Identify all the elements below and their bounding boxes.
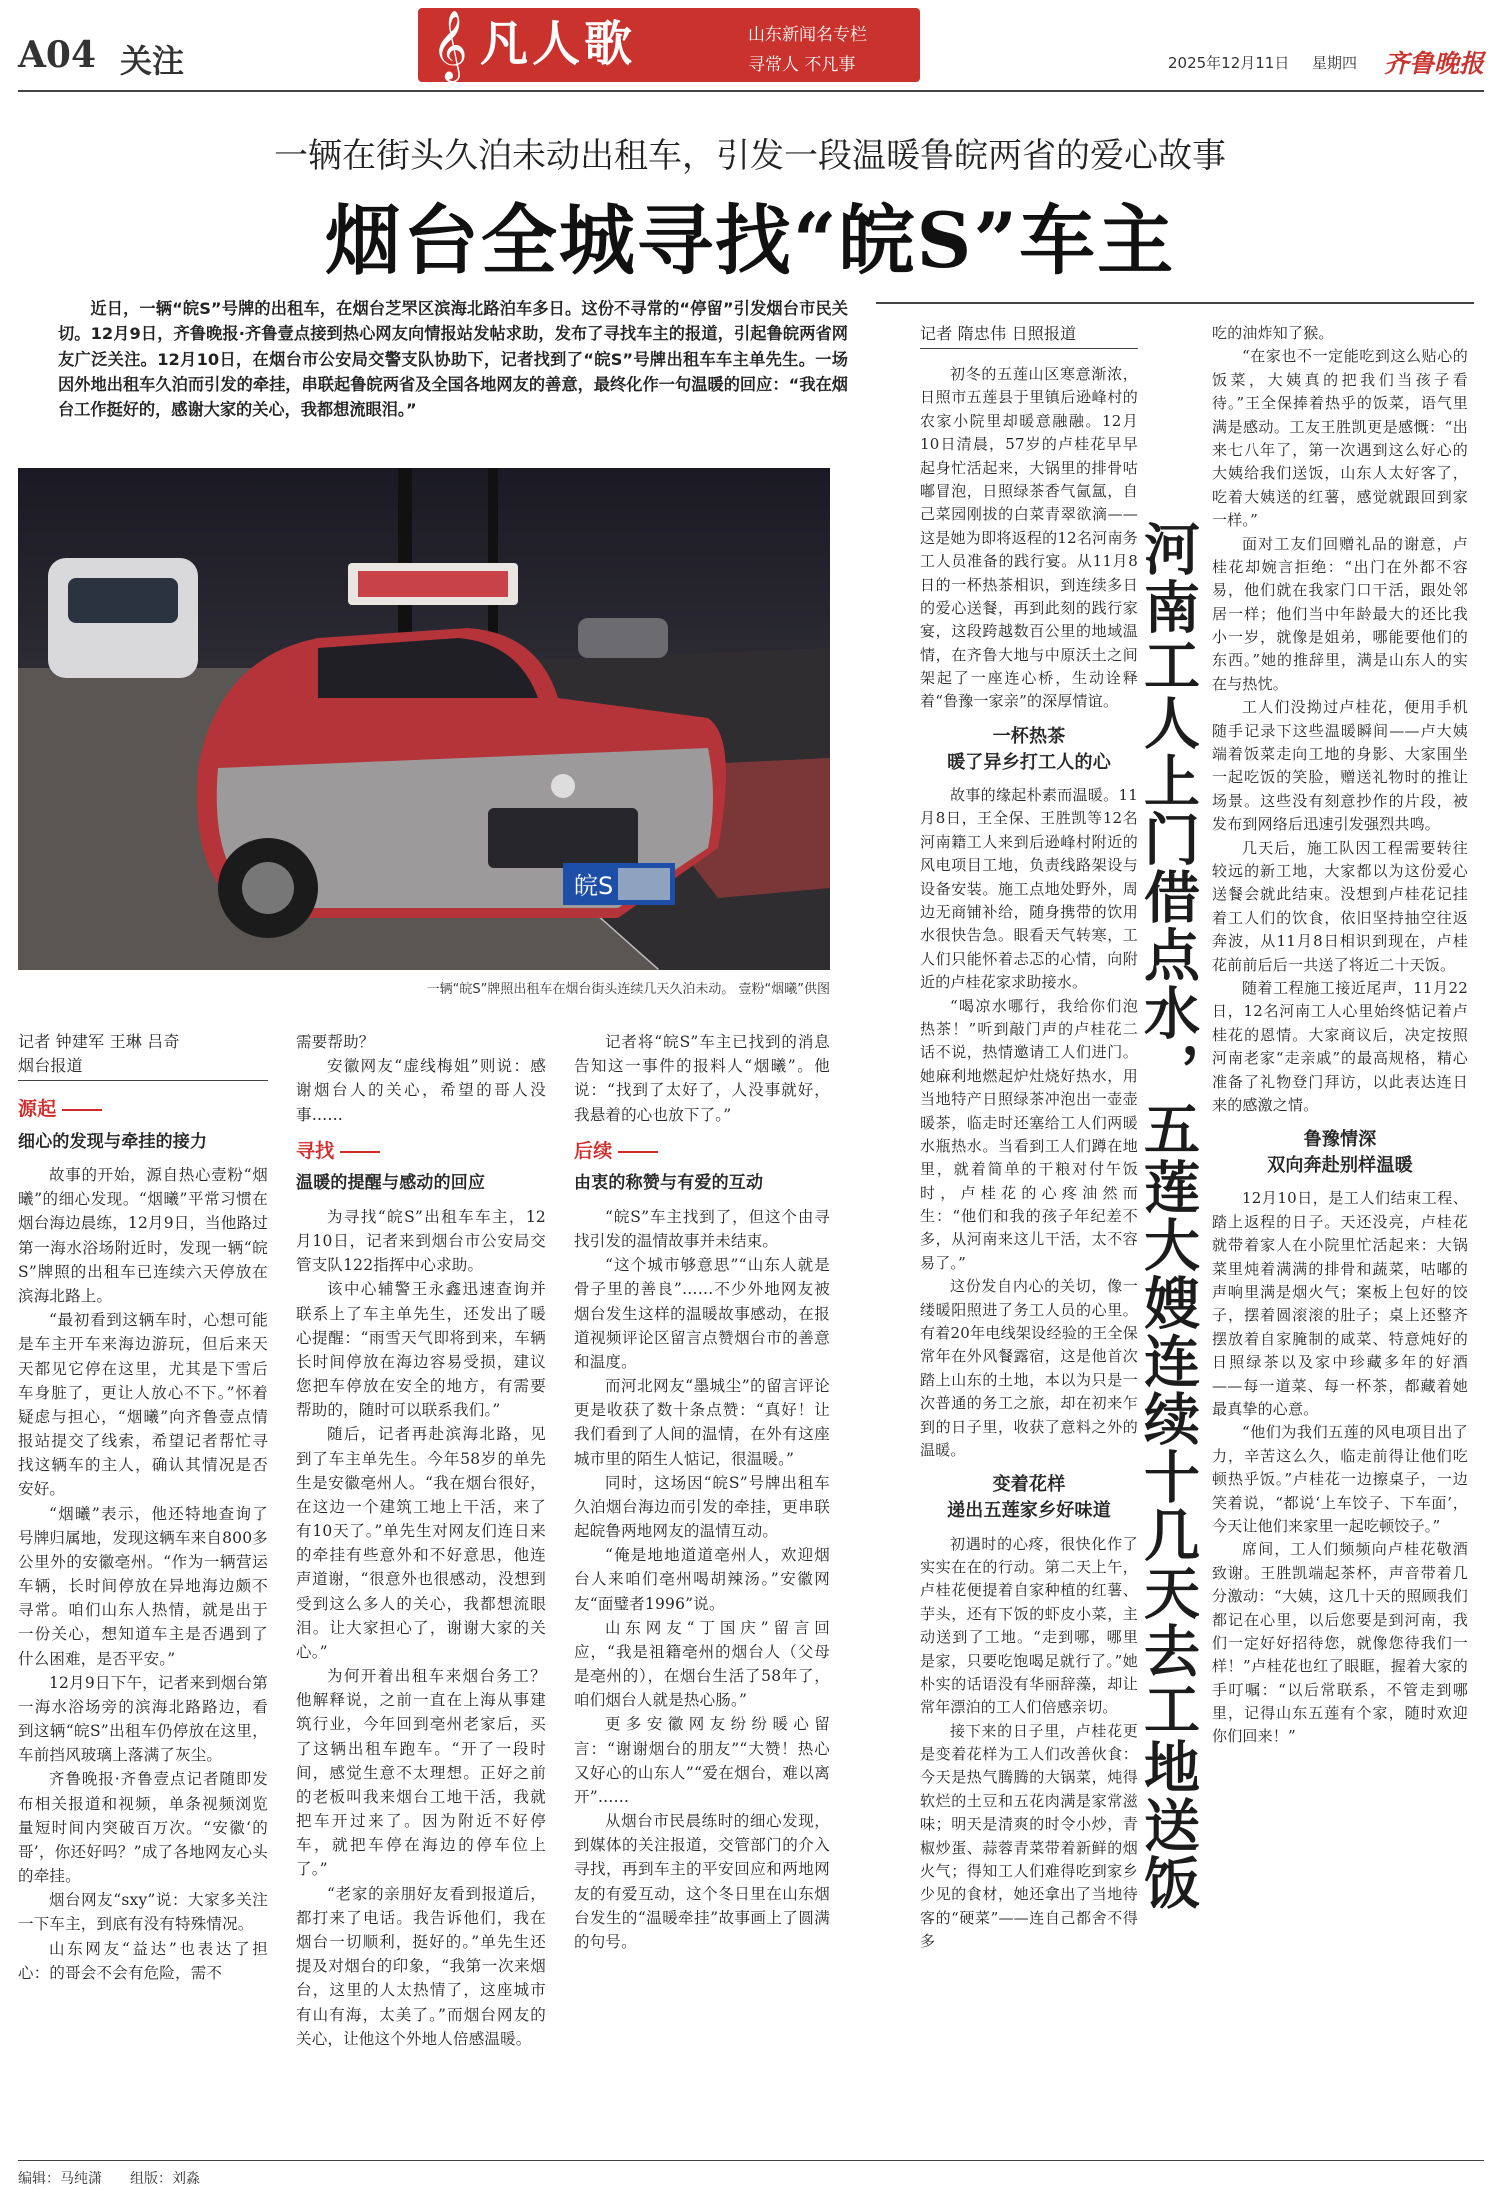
paragraph: 山东网友“益达”也表达了担心：的哥会不会有危险，需不 [18,1939,268,1982]
paragraph: 工人们没拗过卢桂花，便用手机随手记录下这些温暖瞬间——卢大姨端着饭菜走向工地的身影、大家围坐一起吃饭的笑脸，赠送礼物时的推让场景。这些没有刻意抄作的片段，被发布到网络后迅速引发强烈共鸣。 [1212,698,1468,834]
paragraph: 面对工友们回赠礼品的谢意，卢桂花却婉言拒绝：“出门在外都不容易，他们就在我家门口干活，跟处邻居一样；他们当中年龄最大的还比我小一岁，就像是姐弟，哪能要他们的东西。”她的推辞里，满是山东人的实在与热忱。 [1212,534,1468,693]
news-photo [18,468,830,970]
photo-illustration [18,468,830,970]
story2-byline: 记者 隋忠伟 日照报道 [920,322,1138,349]
paragraph: 12月9日下午，记者来到烟台第一海水浴场旁的滨海北路路边，看到这辆“皖S”出租车仍停放在这里，车前挡风玻璃上落满了灰尘。 [18,1673,268,1765]
page-header [0,0,1500,90]
paragraph: 安徽网友“虚线梅姐”则说：感谢烟台人的关心，希望的哥人没事…… [296,1057,546,1124]
paragraph: 同时，这场因“皖S”号牌出租车久泊烟台海边而引发的牵挂，更串联起皖鲁两地网友的温情互动。 [574,1473,830,1541]
paragraph: 山东网友“丁国庆”留言回应，“我是祖籍亳州的烟台人（父母是亳州的），在烟台生活了58年了，咱们烟台人就是热心肠。” [574,1618,830,1710]
paragraph: “最初看到这辆车时，心想可能是车主开车来海边游玩，但后来天天都见它停在这里，尤其是下雪后车身脏了，更让人放心不下。”怀着疑虑与担心，“烟曦”向齐鲁壹点情报站提交了线索，希望记者帮忙寻找这辆车的主人，确认其情况是否安好。 [18,1311,268,1499]
section-sub-origin: 细心的发现与牵挂的接力 [18,1131,208,1152]
section-sub-followup: 由衷的称赞与有爱的互动 [574,1173,764,1194]
column-name: 凡人歌 [480,16,637,72]
section-label-search: 寻找 [296,1137,546,1167]
footer-layout: 组版：刘淼 [130,2171,200,2187]
treble-clef-icon: 𝄞 [432,10,468,80]
section-label-followup: 后续 [574,1137,830,1167]
paragraph: “这个城市够意思”“山东人就是骨子里的善良”……不少外地网友被烟台发生这样的温暖故事感动，在报道视频评论区留言点赞烟台市的善意和温度。 [574,1256,830,1371]
section-label-origin: 源起 [18,1095,268,1125]
story2-subhead-3: 鲁豫情深 双向奔赴别样温暖 [1267,1129,1413,1177]
paragraph: “老家的亲朋好友看到报道后，都打来了电话。我告诉他们，我在烟台一切顺利，挺好的。”单先生还提及对烟台的印象，“我第一次来烟台，这里的人太热情了，这座城市有山有海，太美了。”而烟台网友的关心，让他这个外地人倍感温暖。 [296,1884,546,2048]
paragraph: 故事的开始，源自热心壹粉“烟曦”的细心发现。“烟曦”平常习惯在烟台海边晨练，12月9日，当他路过第一海水浴场附近时，发现一辆“皖S”牌照的出租车已连续六天停放在滨海北路上。 [18,1166,268,1305]
photo-caption: 一辆“皖S”牌照出租车在烟台街头连续几天久泊未动。 壹粉“烟曦”供图 [426,982,830,997]
paragraph: “喝凉水哪行，我给你们泡热茶！”听到敲门声的卢桂花二话不说，热情邀请工人们进门。她麻利地燃起炉灶烧好热水，用当地特产日照绿茶冲泡出一壶壶暖茶，临走时还塞给工人们两暖水瓶热水。当看到工人们蹲在地里，就着简单的干粮对付午饭时，卢桂花的心疼油然而生：“他们和我的孩子年纪差不多，从河南来这儿干活，太不容易了。” [920,996,1138,1272]
paragraph: 席间，工人们频频向卢桂花敬酒致谢。王胜凯端起茶杯，声音带着几分激动：“大姨，这几十天的照顾我们都记在心里，以后您要是到河南，我们一定好好招待您，就像您待我们一样！”卢桂花也红了眼眶，握着大家的手叮嘱：“以后常联系，不管走到哪里，记得山东五莲有个家，随时欢迎你们回来！” [1212,1540,1468,1746]
column-slogan: 寻常人 不凡事 [748,55,856,75]
paragraph: 随着工程施工接近尾声，11月22日，12名河南工人心里始终惦记着卢桂花的恩情。大家商议后，决定按照河南老家“走亲戚”的最高规格，精心准备了礼物登门拜访，以此表达连日来的感激之情。 [1212,978,1468,1114]
headline-main: 烟台全城寻找“皖S”车主 [324,196,1176,285]
issue-date: 2025年12月11日 [1168,54,1290,72]
story1-column-2 [296,1030,546,2051]
story1-byline-location: 烟台报道 [18,1056,83,1075]
paragraph: 初遇时的心疼，很快化作了实实在在的行动。第二天上午，卢桂花便提着自家种植的红薯、芋头，还有下饭的虾皮小菜，主动送到了工地。“走到哪，哪里是家，只要吃饱喝足就行了。”她朴实的话语没有华丽辞藻，却让常年漂泊的工人们倍感亲切。 [920,1534,1138,1717]
paragraph: 烟台网友“sxy”说：大家多关注一下车主，到底有没有特殊情况。 [18,1891,268,1934]
page-number: A04 [18,34,97,76]
story2-vertical-title: 河南工人上门借点水，五莲大嫂连续十几天去工地送饭 [1135,520,1200,1912]
story2-subhead-2: 变着花样 递出五莲家乡好味道 [947,1474,1111,1522]
paragraph: “俺是地地道道亳州人，欢迎烟台人来咱们亳州喝胡辣汤。”安徽网友“面璧者1996”说。 [574,1546,830,1613]
column-tag: 山东新闻名专栏 [748,25,867,45]
section-sub-search: 温暖的提醒与感动的回应 [296,1173,486,1194]
footer-rule [18,2160,1484,2161]
paragraph: 吃的油炸知了猴。 [1212,324,1334,342]
story1-byline [18,1030,268,1081]
story2-column-2 [1212,322,1468,1749]
paragraph: 几天后，施工队因工程需要转往较远的新工地，大家都以为这份爱心送餐会就此结束。没想到卢桂花记挂着工人们的饮食，依旧坚持抽空往返奔波，从11月8日相识到现在，卢桂花前前后后一共送了将近二十天饭。 [1212,838,1468,974]
paragraph: 接下来的日子里，卢桂花更是变着花样为工人们改善伙食：今天是热气腾腾的大锅菜，炖得软烂的土豆和五花肉满是家常滋味；明天是清爽的时令小炒，青椒炒蛋、蒜蓉青菜带着新鲜的烟火气；得知工人们难得吃到家乡少见的食材，她还拿出了当地待客的“硬菜”——连自己都舍不得多 [920,1721,1138,1951]
paragraph: 齐鲁晚报·齐鲁壹点记者随即发布相关报道和视频，单条视频浏览量短时间内突破百万次。“安徽‘的哥’，你还好吗？”成了各地网友心头的牵挂。 [18,1770,268,1886]
paper-logo: 齐鲁晚报 [1384,49,1485,78]
lead-paragraph [58,296,848,422]
paragraph: 为寻找“皖S”出租车车主，12月10日，记者来到烟台市公安局交管支队122指挥中心求助。 [296,1207,546,1275]
paragraph: 为何开着出租车来烟台务工？他解释说，之前一直在上海从事建筑行业，今年回到亳州老家后，买了这辆出租车跑车。“开了一段时间，感觉生意不太理想。正好之前的老板叫我来烟台工地干活，我就把车开过来了。因为附近不好停车，就把车停在海边的停车位上了。” [296,1667,546,1879]
headline-kicker: 一辆在街头久泊未动出租车，引发一段温暖鲁皖两省的爱心故事 [274,136,1226,176]
paragraph: 记者将“皖S”车主已找到的消息告知这一事件的报料人“烟曦”。他说：“找到了太好了，人没事就好，我悬着的心也放下了。” [574,1033,830,1124]
footer-editor: 编辑：马纯潇 [18,2171,102,2187]
story1-column-1 [18,1030,268,1985]
header-rule [18,90,1484,92]
story2-subhead-1: 一杯热茶 暖了异乡打工人的心 [947,725,1111,773]
paragraph: 初冬的五莲山区寒意渐浓，日照市五莲县于里镇后逊峰村的农家小院里却暖意融融。12月10日清晨，57岁的卢桂花早早起身忙活起来，大锅里的排骨咕嘟冒泡，日照绿茶香气氤氲，自己菜园刚拔的白菜青翠欲滴——这是她为即将返程的12名河南务工人员准备的践行宴。从11月8日的一杯热茶相识，到连续多日的爱心送餐，再到此刻的践行家宴，这段跨越数百公里的地域温情，在齐鲁大地与中原沃土之间架起了一座连心桥，生动诠释着“鲁豫一家亲”的深厚情谊。 [920,365,1138,711]
paragraph: 12月10日，是工人们结束工程、踏上返程的日子。天还没亮，卢桂花就带着家人在小院里忙活起来：大锅菜里炖着满满的排骨和蔬菜，咕嘟的声响里满是烟火气；案板上包好的饺子，摆着圆滚滚的肚子；桌上还整齐摆放着自家腌制的咸菜、特意炖好的日照绿茶以及家中珍藏多年的好酒——每一道菜、每一杯茶，都藏着她最真挚的心意。 [1212,1189,1468,1418]
license-plate: 皖S [574,872,614,900]
column-banner [418,8,920,82]
story1-column-3 [574,1030,830,1954]
paragraph: “烟曦”表示，他还特地查询了号牌归属地，发现这辆车来自800多公里外的安徽亳州。“作为一辆营运车辆，长时间停放在异地海边颇不寻常。咱们山东人热情，就是出于一份关心，想知道车主是否遇到了什么困难，是否平安。” [18,1504,268,1668]
paragraph: 该中心辅警王永鑫迅速查询并联系上了车主单先生，还发出了暖心提醒：“雨雪天气即将到来，车辆长时间停放在海边容易受损，建议您把车停放在安全的地方，有需要帮助的，随时可以联系我们。” [296,1280,546,1420]
paragraph: 更多安徽网友纷纷暖心留言：“谢谢烟台的朋友”“大赞！热心又好心的山东人”“爱在烟台，难以离开”…… [574,1715,830,1806]
lead-text: 近日，一辆“皖S”号牌的出租车，在烟台芝罘区滨海北路泊车多日。这份不寻常的“停留”引发烟台市民关切。12月9日，齐鲁晚报·齐鲁壹点接到热心网友向情报站发帖求助，发布了寻找车主的报道，引起鲁皖两省网友广泛关注。12月10日，在烟台市公安局交警支队协助下，记者找到了“皖S”号牌出租车车主单先生。一场因外地出租车久泊而引发的牵挂，串联起鲁皖两省及全国各地网友的善意，最终化作一句温暖的回应：“我在烟台工作挺好的，感谢大家的关心，我都想流眼泪。” [58,299,848,420]
paragraph: 这份发自内心的关切，像一缕暖阳照进了务工人员的心里。有着20年电线架设经验的王全保常年在外风餐露宿，这是他首次踏上山东的土地，本以为只是一次普通的务工之旅，却在初来乍到的日子里，收获了意料之外的温暖。 [920,1277,1138,1459]
paragraph: “皖S”车主找到了，但这个由寻找引发的温情故事并未结束。 [574,1207,830,1250]
paragraph: 随后，记者再赴滨海北路，见到了车主单先生。今年58岁的单先生是安徽亳州人。“我在烟台很好，在这边一个建筑工地上干活，来了有10天了。”单先生对网友们连日来的牵挂有些意外和不好意思，他连声道谢，“很意外也很感动，没想到受到这么多人的关心，我都想流眼泪。让大家担心了，谢谢大家的关心。” [296,1425,546,1661]
paragraph: 故事的缘起朴素而温暖。11月8日，王全保、王胜凯等12名河南籍工人来到后逊峰村附近的风电项目工地，负责线路架设与设备安装。施工点地处野外，周边无商铺补给，随身携带的饮用水很快告急。眼看天气转寒，工人们只能怀着忐忑的心情，向附近的卢桂花家求助接水。 [920,786,1138,992]
story1-byline-reporters: 记者 钟建军 王琳 吕奇 [18,1032,180,1051]
paragraph: 而河北网友“墨城尘”的留言评论更是收获了数十条点赞：“真好！让我们看到了人间的温情，在外有这座城市里的陌生人惦记，很温暖。” [574,1377,830,1468]
issue-weekday: 星期四 [1312,54,1358,72]
paragraph: 从烟台市民晨练时的细心发现，到媒体的关注报道，交管部门的介入寻找，再到车主的平安回应和两地网友的有爱互动，这个冬日里在山东烟台发生的“温暖牵挂”故事画上了圆满的句号。 [574,1812,830,1951]
section-name: 关注 [120,42,185,80]
paragraph: “在家也不一定能吃到这么贴心的饭菜，大姨真的把我们当孩子看待。”王全保捧着热乎的饭菜，语气里满是感动。工友王胜凯更是感慨：“出来七八年了，第一次遇到这么好心的大姨给我们送饭，山东人太好客了，吃着大姨送的红薯，感觉就跟回到家一样。” [1212,347,1468,530]
story2-column-1 [920,322,1138,1954]
paragraph: 需要帮助？ [296,1033,375,1051]
paragraph: “他们为我们五莲的风电项目出了力，辛苦这么久，临走前得让他们吃顿热乎饭。”卢桂花一边擦桌子，一边笑着说，“都说‘上车饺子、下车面’，今天让他们来家里一起吃顿饺子。” [1212,1423,1468,1535]
